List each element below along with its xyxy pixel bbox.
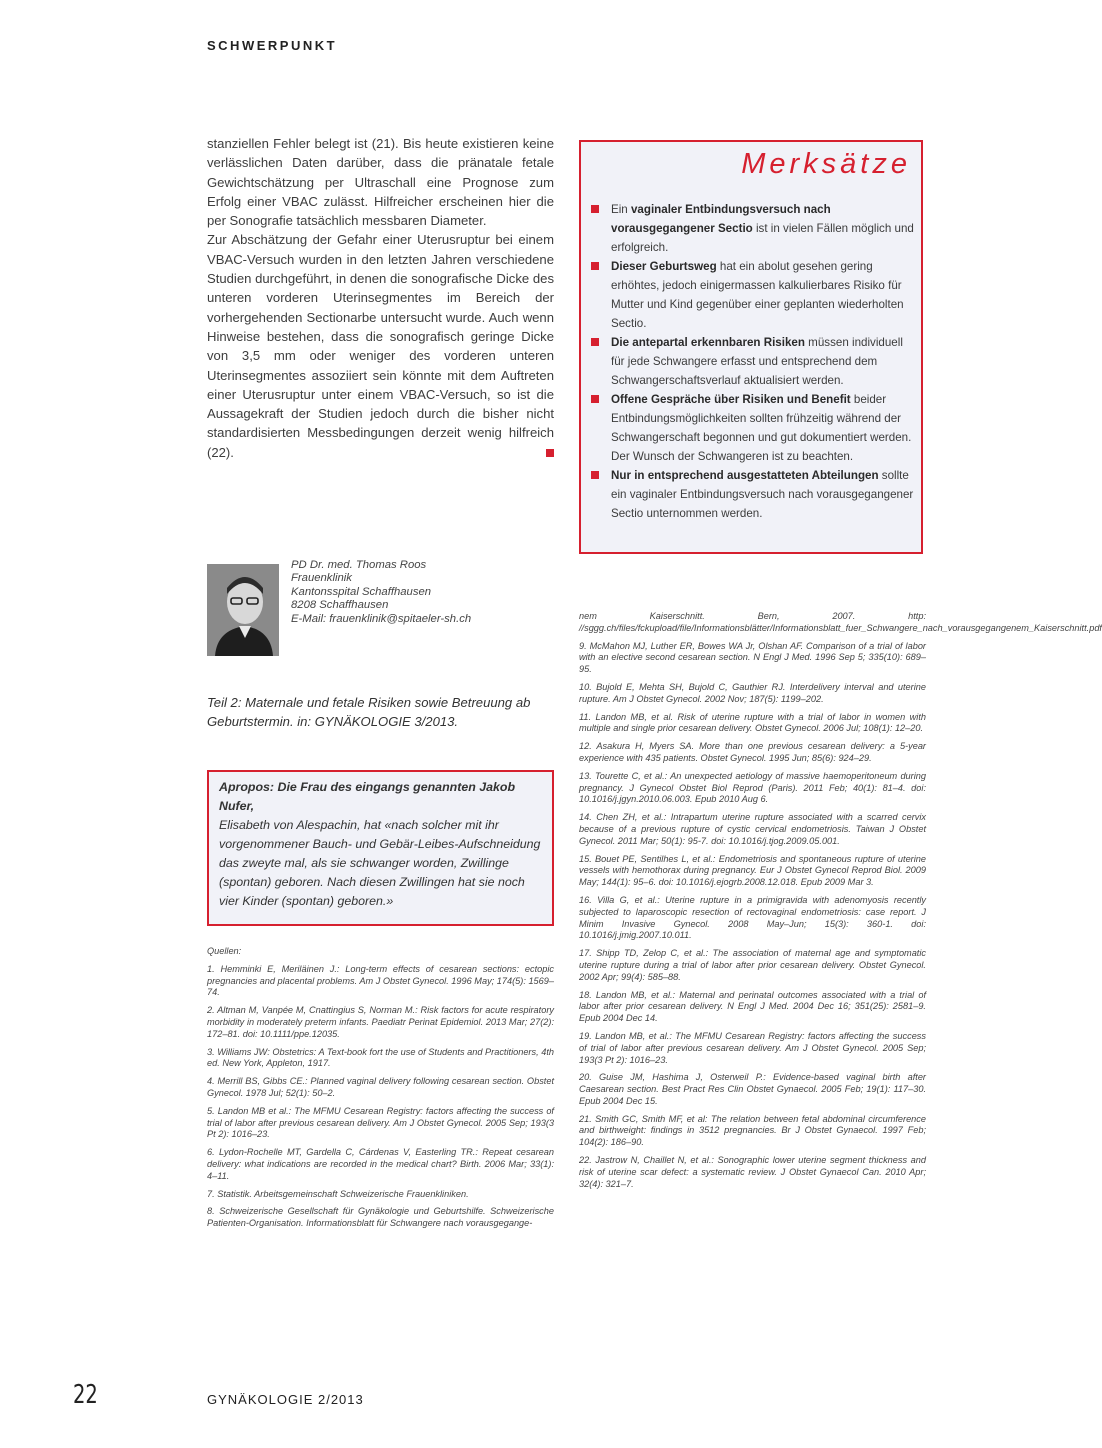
author-city: 8208 Schaffhausen (291, 599, 389, 612)
merksatz-item: Nur in entsprechend ausgestatteten Abteilungen sollte ein vaginaler Entbindungsversuch nach vorausgegangener Sectio unternommen werden. (589, 466, 915, 523)
apropos-text: Elisabeth von Alespachin, hat «nach solcher mit ihr vorgenommener Bauch- und Gebär-Leibes-Aufschneidung das zweyte mal, als sie schwanger worden, Zwillinge (spontan) geboren. Nach diesen Zwillingen hat sie noch vier Kinder (spontan) geboren.» (219, 818, 541, 908)
reference-entry: nem Kaiserschnitt. Bern, 2007. http: //sggg.ch/files/fckupload/file/Informationsblätter/Informationsblatt_fuer_Schwangere_nach_vorausgegangenem_Kaiserschnitt.pdf (579, 611, 1102, 633)
bullet-square-icon (591, 262, 599, 270)
reference-entry: 3. Williams JW: Obstetrics: A Text-book fort the use of Students and Practitioners, 4th ed. New York, Appleton, 1917. (207, 1046, 554, 1069)
author-email: E-Mail: frauenklinik@spitaeler-sh.ch (291, 612, 472, 625)
reference-entry: 19. Landon MB, et al.: The MFMU Cesarean Registry: factors affecting the success of trial of labor after previous cesarean delivery. Am J Obstet Gynecol. 2005 Sep; 193(3 Pt 2): 1016–23. (579, 1030, 926, 1065)
reference-entry: 13. Tourette C, et al.: An unexpected aetiology of massive haemoperitoneum during pregnancy. J Gynecol Obstet Biol Reprod (Paris). 2011 Feb; 40(1): 81–4. doi: 10.1016/j.jgyn.2010.06.003. Epub 2010 Aug 6. (579, 770, 926, 805)
bullet-square-icon (591, 205, 599, 213)
merksaetze-list (589, 200, 915, 523)
bullet-square-icon (591, 338, 599, 346)
bullet-square-icon (591, 395, 599, 403)
references-right (579, 611, 1102, 1196)
reference-entry: 17. Shipp TD, Zelop C, et al.: The association of maternal age and symptomatic uterine rupture during a trial of labor after prior cesarean delivery. Obstet Gynecol. 2002 Apr; 99(4): 585–88. (579, 948, 926, 982)
author-photo (207, 564, 279, 656)
magazine-issue: GYNÄKOLOGIE 2/2013 (207, 1392, 364, 1407)
author-name: PD Dr. med. Thomas Roos (291, 559, 427, 571)
reference-entry: 5. Landon MB et al.: The MFMU Cesarean Registry: factors affecting the success of trial of labor after previous cesarean delivery. Am J Obstet Gynecol. 2005 Sep; 193(3 Pt 2): 1016–23. (207, 1105, 554, 1140)
apropos-heading: Apropos: Die Frau des eingangs genannten Jakob Nufer, (219, 780, 516, 813)
reference-entry: 21. Smith GC, Smith MF, et al: The relation between fetal abdominal circumference and birthweight: findings in 3512 pregnancies. Br J Obstet Gynaecol. 1997 Feb; 104(2): 186–90. (579, 1113, 926, 1148)
reference-entry: 11. Landon MB, et al. Risk of uterine rupture with a trial of labor in women with multiple and single prior cesarean delivery. Obstet Gynecol. 2006 Jul; 108(1): 12–20. (579, 711, 926, 734)
reference-entry: 15. Bouet PE, Sentilhes L, et al.: Endometriosis and spontaneous rupture of uterine vessels with hemothorax during pregnancy. Eur J Obstet Gynecol Reprod Biol. 2009 May; 144(1): 95–6. doi: 10.1016/j.ejogrb.2008.12.018. Epub 2009 Mar 3. (579, 853, 926, 888)
paragraph: stanziellen Fehler belegt ist (21). Bis heute existieren keine verlässlichen Daten darüber, dass die pränatale fetale Gewichtschätzung per Ultraschall eine Prognose zum Erfolg einer VBAC zulässt. Hilfreicher erscheinen hier die per Sonografie tatsächlich messbaren Diameter. (207, 136, 554, 229)
reference-entry: 18. Landon MB, et al.: Maternal and perinatal outcomes associated with a trial of labor after prior cesarean delivery. N Engl J Med. 2004 Dec 16; 351(25): 2581–9. Epub 2004 Dec 14. (579, 989, 926, 1024)
bullet-square-icon (591, 471, 599, 479)
reference-entry: 4. Merrill BS, Gibbs CE.: Planned vaginal delivery following cesarean section. Obstet Gynecol. 1978 Jul; 52(1): 50–2. (207, 1076, 554, 1098)
reference-entry: 20. Guise JM, Hashima J, Osterweil P.: Evidence-based vaginal birth after Caesarean section. Best Pract Res Clin Obstet Gynaecol. 2005 Feb; 19(1): 117–30. Epub 2004 Dec 15. (579, 1072, 926, 1106)
portrait-image (207, 564, 279, 656)
apropos-box (207, 770, 554, 926)
reference-entry: 1. Hemminki E, Meriläinen J.: Long-term effects of cesarean sections: ectopic pregnancies and placental problems. Am J Obstet Gynecol. 1996 May; 174(5): 1569–74. (207, 963, 554, 998)
merksatz-item: Offene Gespräche über Risiken und Benefit beider Entbindungsmöglichkeiten sollten frühzeitig während der Schwangerschaft begonnen und gut dokumentiert werden. Der Wunsch der Schwangeren ist zu beachten. (589, 390, 915, 466)
references-left (207, 946, 554, 1236)
reference-entry: 7. Statistik. Arbeitsgemeinschaft Schweizerische Frauenkliniken. (207, 1188, 469, 1199)
reference-entry: 6. Lydon-Rochelle MT, Gardella C, Cárdenas V, Easterling TR.: Repeat cesarean delivery: what indications are recorded in the medical chart? Birth. 2006 Mar; 33(1): 4–11. (207, 1147, 554, 1181)
reference-entry: 8. Schweizerische Gesellschaft für Gynäkologie und Geburtshilfe. Schweizerische Patienten-Organisation. Informationsblatt für Schwangere nach vorausgegange- (207, 1206, 554, 1229)
references-heading: Quellen: (207, 946, 242, 956)
reference-entry: 16. Villa G, et al.: Uterine rupture in a primigravida with adenomyosis recently subjected to laparoscopic resection of rectovaginal endometriosis: case report. J Minim Invasive Gynecol. 2008 May–Jun; 15(3): 360-1. doi: 10.1016/j.jmig.2007.10.011. (579, 894, 926, 941)
reference-entry: 22. Jastrow N, Chaillet N, et al.: Sonographic lower uterine segment thickness and risk of uterine scar defect: a systematic review. J Obstet Gynaecol Can. 2010 Apr; 32(4): 321–7. (579, 1155, 926, 1189)
merksatz-item: Ein vaginaler Entbindungsversuch nach vorausgegangener Sectio ist in vielen Fällen möglich und erfolgreich. (589, 200, 915, 257)
paragraph: Zur Abschätzung der Gefahr einer Uterusruptur bei einem VBAC-Versuch wurden in den letzten Jahren verschiedene Studien durchgeführt, in denen die sonografische Dicke des unteren vorderen Uterinsegmentes im Bereich der vorhergehenden Sectionarbe untersucht wurde. Auch wenn Hinweise bestehen, dass die sonografisch geringe Dicke von 3,5 mm oder weniger des vorderen unteren Uterinsegmentes assoziiert sein könnte mit dem Auftreten einer Uterusruptur unter einem VBAC-Versuch, so ist die Aussagekraft der Studien jedoch durch die bisher nicht standardisierten Messbedingungen derzeit wenig hilfreich (22). (207, 232, 554, 460)
merksaetze-box (579, 140, 923, 554)
merksatz-item: Die antepartal erkennbaren Risiken müssen individuell für jede Schwangere erfasst und entsprechend dem Schwangerschaftsverlauf aktualisiert werden. (589, 333, 915, 390)
end-mark-icon (546, 449, 554, 457)
author-dept: Frauenklinik (291, 572, 352, 585)
merksatz-item: Dieser Geburtsweg hat ein abolut gesehen gering erhöhtes, jedoch einigermassen kalkulierbares Risiko für Mutter und Kind gegenüber einer geplanten wiederholten Sectio. (589, 257, 915, 333)
part2-note: Teil 2: Maternale und fetale Risiken sowie Betreuung ab Geburtstermin. in: GYNÄKOLOGIE 3/2013. (207, 695, 531, 729)
author-hospital: Kantonsspital Schaffhausen (291, 585, 432, 598)
reference-entry: 10. Bujold E, Mehta SH, Bujold C, Gauthier RJ. Interdelivery interval and uterine rupture. Am J Obstet Gynecol. 2002 Nov; 187(5): 1199–202. (579, 681, 926, 704)
main-article-text (207, 134, 554, 462)
reference-entry: 14. Chen ZH, et al.: Intrapartum uterine rupture associated with a scarred cervix because of a previous rupture of cystic cervical endometriosis. Taiwan J Obstet Gynecol. 2011 Mar; 50(1): 95-7. doi: 10.1016/j.tjog.2009.05.001. (579, 812, 926, 846)
reference-entry: 2. Altman M, Vanpée M, Cnattingius S, Norman M.: Risk factors for acute respiratory morbidity in moderately preterm infants. Paediatr Perinat Epidemiol. 2013 Mar; 27(2): 172–81. doi: 10.1111/ppe.12035. (207, 1005, 554, 1039)
author-contact (291, 559, 471, 626)
reference-entry: 12. Asakura H, Myers SA. More than one previous cesarean delivery: a 5-year experience with 435 patients. Obstet Gynecol. 1995 Jun; 85(6): 924–29. (579, 741, 926, 763)
reference-entry: 9. McMahon MJ, Luther ER, Bowes WA Jr, Olshan AF. Comparison of a trial of labor with an elective second cesarean section. N Engl J Med. 1996 Sep 5; 335(10): 689–95. (579, 640, 926, 675)
section-header: SCHWERPUNKT (207, 38, 338, 53)
merksaetze-title: Merksätze (741, 148, 911, 180)
page-number: 22 (73, 1380, 98, 1410)
